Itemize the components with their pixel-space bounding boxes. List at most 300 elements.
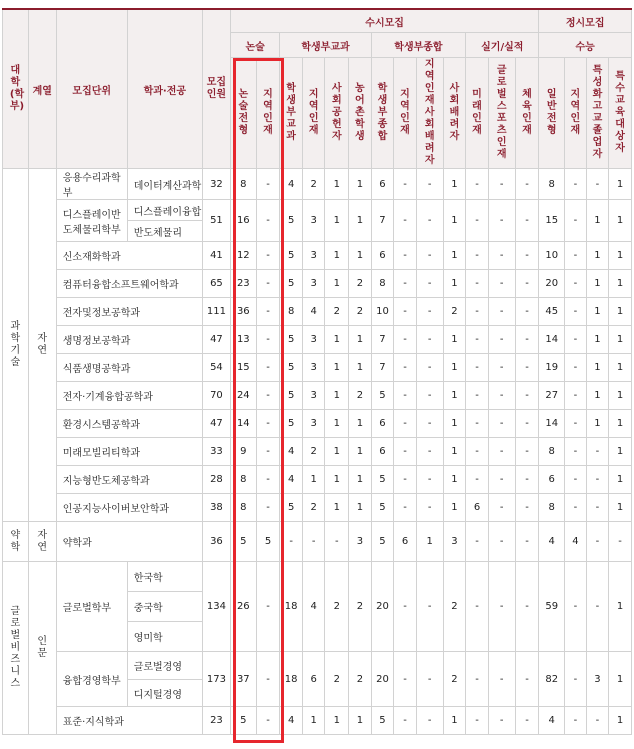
value-cell: 12 [230,242,256,270]
value-cell: - [394,169,417,200]
value-cell: 1 [349,410,372,438]
value-cell: 6 [371,169,394,200]
value-cell: - [488,200,515,242]
value-cell: - [586,562,609,652]
major-cell: 디스플레이융합 [127,200,202,221]
value-cell: - [565,466,587,494]
value-cell: 1 [586,354,609,382]
value-cell: - [394,200,417,242]
value-cell: 8 [230,494,256,522]
value-cell: 5 [256,522,280,562]
value-cell: 3 [302,382,325,410]
value-cell: - [565,707,587,735]
value-cell: 1 [443,410,466,438]
value-cell: - [488,354,515,382]
header-field: 계열 [28,9,56,169]
column-header: 지역인재 [565,58,587,169]
value-cell: 1 [349,466,372,494]
unit-cell: 환경시스템공학과 [56,410,202,438]
value-cell: 1 [325,270,349,298]
value-cell: 6 [539,466,565,494]
column-header: 미래인재 [466,58,489,169]
value-cell: - [394,562,417,652]
value-cell: - [488,270,515,298]
quota-cell: 134 [202,562,230,652]
value-cell: - [488,466,515,494]
value-cell: 1 [443,242,466,270]
value-cell: - [466,382,489,410]
value-cell: 1 [443,707,466,735]
value-cell: - [565,562,587,652]
value-cell: - [256,298,280,326]
value-cell: - [256,200,280,242]
column-header: 특성화고교졸업자 [586,58,609,169]
value-cell: 1 [325,382,349,410]
value-cell: 4 [539,707,565,735]
value-cell: - [609,522,632,562]
value-cell: 2 [349,652,372,707]
column-header: 학생부교과 [280,58,303,169]
value-cell: - [256,562,280,652]
value-cell: 5 [280,200,303,242]
table-row [3,522,632,562]
header-quota: 모집인원 [202,9,230,169]
value-cell: 5 [280,494,303,522]
value-cell: - [565,354,587,382]
value-cell: - [586,494,609,522]
value-cell: 6 [466,494,489,522]
value-cell: 4 [302,562,325,652]
header-jeongsi: 정시모집 [539,9,632,33]
value-cell: 15 [539,200,565,242]
value-cell: 8 [371,270,394,298]
unit-cell: 미래모빌리티학과 [56,438,202,466]
value-cell: - [586,707,609,735]
table-row [3,562,632,592]
value-cell: 1 [349,354,372,382]
quota-cell: 28 [202,466,230,494]
unit-cell: 글로벌학부 [56,562,127,652]
value-cell: 1 [325,169,349,200]
value-cell: 1 [349,169,372,200]
value-cell: 3 [443,522,466,562]
quota-cell: 33 [202,438,230,466]
unit-cell: 식품생명공학과 [56,354,202,382]
value-cell: 1 [349,438,372,466]
value-cell: 8 [539,169,565,200]
value-cell: 15 [230,354,256,382]
unit-cell: 지능형반도체공학과 [56,466,202,494]
group-record: 학생부교과 [280,33,371,58]
value-cell: - [488,652,515,707]
value-cell: 10 [539,242,565,270]
unit-cell: 약학과 [56,522,202,562]
value-cell: - [416,242,443,270]
value-cell: - [515,169,539,200]
value-cell: - [394,410,417,438]
value-cell: 27 [539,382,565,410]
value-cell: - [565,200,587,242]
value-cell: 2 [349,298,372,326]
value-cell: - [515,494,539,522]
header-major: 학과·전공 [127,9,202,169]
unit-cell: 컴퓨터융합소프트웨어학과 [56,270,202,298]
value-cell: 1 [586,382,609,410]
value-cell: 1 [443,270,466,298]
value-cell: 6 [302,652,325,707]
major-cell: 데이터계산과학 [127,169,202,200]
value-cell: - [466,242,489,270]
value-cell: 20 [371,652,394,707]
value-cell: - [466,270,489,298]
value-cell: - [565,652,587,707]
value-cell: - [394,242,417,270]
value-cell: 20 [371,562,394,652]
unit-cell: 신소재화학과 [56,242,202,270]
value-cell: 23 [230,270,256,298]
unit-cell: 디스플레이반도체물리학부 [56,200,127,242]
quota-cell: 173 [202,652,230,707]
value-cell: - [515,466,539,494]
value-cell: 1 [609,242,632,270]
value-cell: 2 [302,169,325,200]
value-cell: 1 [349,326,372,354]
value-cell: - [515,298,539,326]
value-cell: 1 [586,242,609,270]
quota-cell: 47 [202,410,230,438]
value-cell: - [394,707,417,735]
value-cell: 2 [325,652,349,707]
value-cell: 8 [539,438,565,466]
header-unit: 모집단위 [56,9,127,169]
header-susi: 수시모집 [230,9,538,33]
value-cell: 7 [371,354,394,382]
value-cell: 6 [371,410,394,438]
college-cell: 약학 [3,522,29,562]
value-cell: - [565,298,587,326]
value-cell: 18 [280,652,303,707]
column-header: 사회공헌자 [325,58,349,169]
value-cell: - [466,169,489,200]
table-row [3,200,632,221]
value-cell: 1 [586,410,609,438]
header-college: 대학(학부) [3,9,29,169]
major-cell: 글로벌경영 [127,652,202,680]
field-cell: 자연 [28,169,56,522]
value-cell: 6 [394,522,417,562]
group-comprehensive: 학생부종합 [371,33,466,58]
column-header: 체육인재 [515,58,539,169]
value-cell: 2 [443,562,466,652]
value-cell: 3 [302,326,325,354]
unit-cell: 전자·기계융합공학과 [56,382,202,410]
value-cell: 1 [443,382,466,410]
value-cell: - [416,200,443,242]
value-cell: 5 [280,354,303,382]
value-cell: - [488,298,515,326]
value-cell: 1 [609,326,632,354]
value-cell: 1 [609,562,632,652]
value-cell: 5 [371,466,394,494]
quota-cell: 36 [202,522,230,562]
table-row [3,438,632,466]
value-cell: - [325,522,349,562]
value-cell: - [416,326,443,354]
quota-cell: 32 [202,169,230,200]
value-cell: - [394,466,417,494]
value-cell: - [515,652,539,707]
value-cell: - [565,169,587,200]
value-cell: 18 [280,562,303,652]
table-row [3,652,632,680]
value-cell: - [256,438,280,466]
value-cell: 4 [565,522,587,562]
value-cell: 13 [230,326,256,354]
column-header: 사회배려자 [443,58,466,169]
value-cell: 3 [302,354,325,382]
value-cell: 14 [230,410,256,438]
value-cell: - [488,382,515,410]
quota-cell: 23 [202,707,230,735]
value-cell: 2 [302,438,325,466]
value-cell: - [416,707,443,735]
value-cell: - [394,494,417,522]
value-cell: 1 [609,707,632,735]
unit-cell: 표준·지식학과 [56,707,202,735]
quota-cell: 41 [202,242,230,270]
value-cell: - [565,382,587,410]
value-cell: 2 [349,270,372,298]
value-cell: - [515,270,539,298]
value-cell: 1 [609,169,632,200]
value-cell: 6 [371,438,394,466]
value-cell: - [280,522,303,562]
column-header: 특수교육대상자 [609,58,632,169]
value-cell: - [488,494,515,522]
value-cell: - [302,522,325,562]
value-cell: 20 [539,270,565,298]
value-cell: 2 [349,382,372,410]
value-cell: 7 [371,200,394,242]
value-cell: 37 [230,652,256,707]
value-cell: - [394,652,417,707]
value-cell: 26 [230,562,256,652]
unit-cell: 응용수리과학부 [56,169,127,200]
value-cell: 5 [230,707,256,735]
major-cell: 중국학 [127,592,202,622]
value-cell: - [394,354,417,382]
value-cell: 3 [586,652,609,707]
value-cell: - [586,522,609,562]
value-cell: - [466,707,489,735]
table-row [3,410,632,438]
value-cell: 36 [230,298,256,326]
value-cell: - [515,200,539,242]
value-cell: 5 [371,494,394,522]
value-cell: 1 [302,466,325,494]
value-cell: - [466,562,489,652]
college-cell: 과학기술 [3,169,29,522]
column-header: 농어촌학생 [349,58,372,169]
value-cell: - [256,494,280,522]
table-row [3,382,632,410]
value-cell: - [466,652,489,707]
value-cell: 1 [609,298,632,326]
value-cell: - [466,326,489,354]
value-cell: - [256,354,280,382]
value-cell: - [488,438,515,466]
unit-cell: 인공지능사이버보안학과 [56,494,202,522]
value-cell: - [565,494,587,522]
value-cell: 3 [349,522,372,562]
major-cell: 한국학 [127,562,202,592]
value-cell: - [565,270,587,298]
value-cell: - [466,410,489,438]
value-cell: 8 [539,494,565,522]
value-cell: 1 [609,382,632,410]
value-cell: 5 [280,242,303,270]
value-cell: 5 [280,326,303,354]
value-cell: 1 [609,410,632,438]
value-cell: 1 [609,494,632,522]
value-cell: - [416,652,443,707]
column-header: 일반전형 [539,58,565,169]
value-cell: 5 [280,410,303,438]
value-cell: 1 [609,438,632,466]
value-cell: - [256,652,280,707]
value-cell: - [515,562,539,652]
value-cell: 1 [443,200,466,242]
value-cell: - [515,242,539,270]
value-cell: - [466,354,489,382]
group-csat: 수능 [539,33,632,58]
value-cell: 4 [280,707,303,735]
value-cell: - [394,438,417,466]
field-cell: 인문 [28,562,56,735]
column-header: 지역인재 [256,58,280,169]
value-cell: - [256,242,280,270]
value-cell: - [488,169,515,200]
value-cell: 19 [539,354,565,382]
value-cell: - [416,298,443,326]
value-cell: 4 [280,438,303,466]
value-cell: - [416,410,443,438]
value-cell: 5 [371,382,394,410]
value-cell: 5 [280,382,303,410]
value-cell: - [488,707,515,735]
value-cell: - [416,270,443,298]
value-cell: 1 [443,169,466,200]
value-cell: 1 [349,494,372,522]
value-cell: - [256,326,280,354]
value-cell: 1 [443,354,466,382]
value-cell: 4 [280,466,303,494]
value-cell: 5 [280,270,303,298]
value-cell: 1 [325,438,349,466]
value-cell: 1 [609,466,632,494]
value-cell: 4 [302,298,325,326]
value-cell: - [586,438,609,466]
value-cell: 1 [349,707,372,735]
value-cell: 10 [371,298,394,326]
value-cell: 1 [443,438,466,466]
value-cell: 1 [325,466,349,494]
column-header: 지역인재 [394,58,417,169]
quota-cell: 70 [202,382,230,410]
quota-cell: 51 [202,200,230,242]
value-cell: - [488,326,515,354]
value-cell: 14 [539,410,565,438]
value-cell: 3 [302,410,325,438]
value-cell: 4 [280,169,303,200]
value-cell: - [515,326,539,354]
college-cell: 글로벌비즈니스 [3,562,29,735]
value-cell: - [466,522,489,562]
value-cell: 59 [539,562,565,652]
value-cell: 1 [586,298,609,326]
value-cell: 1 [443,494,466,522]
major-cell: 디지털경영 [127,680,202,707]
value-cell: 1 [325,494,349,522]
quota-cell: 38 [202,494,230,522]
value-cell: 1 [325,242,349,270]
value-cell: 1 [609,652,632,707]
table-row [3,169,632,200]
column-header: 지역인재사회배려자 [416,58,443,169]
table-row [3,242,632,270]
table-row [3,326,632,354]
value-cell: 1 [443,466,466,494]
value-cell: - [256,466,280,494]
table-row [3,270,632,298]
value-cell: 1 [443,326,466,354]
value-cell: 1 [349,200,372,242]
value-cell: 8 [230,169,256,200]
table-row [3,466,632,494]
value-cell: - [515,410,539,438]
value-cell: - [416,562,443,652]
quota-cell: 65 [202,270,230,298]
column-header: 논술전형 [230,58,256,169]
value-cell: 3 [302,200,325,242]
value-cell: 2 [443,652,466,707]
value-cell: 14 [539,326,565,354]
value-cell: 1 [586,326,609,354]
value-cell: 1 [586,270,609,298]
value-cell: 5 [371,707,394,735]
value-cell: 3 [302,270,325,298]
value-cell: 7 [371,326,394,354]
value-cell: 2 [443,298,466,326]
value-cell: 82 [539,652,565,707]
value-cell: - [488,410,515,438]
value-cell: 1 [325,326,349,354]
value-cell: 1 [416,522,443,562]
value-cell: 2 [302,494,325,522]
value-cell: 1 [609,354,632,382]
field-cell: 자연 [28,522,56,562]
value-cell: 4 [539,522,565,562]
value-cell: 1 [609,270,632,298]
value-cell: 3 [302,242,325,270]
value-cell: - [466,200,489,242]
value-cell: - [488,242,515,270]
value-cell: - [515,382,539,410]
quota-cell: 111 [202,298,230,326]
value-cell: - [565,410,587,438]
table-row [3,707,632,735]
value-cell: 45 [539,298,565,326]
